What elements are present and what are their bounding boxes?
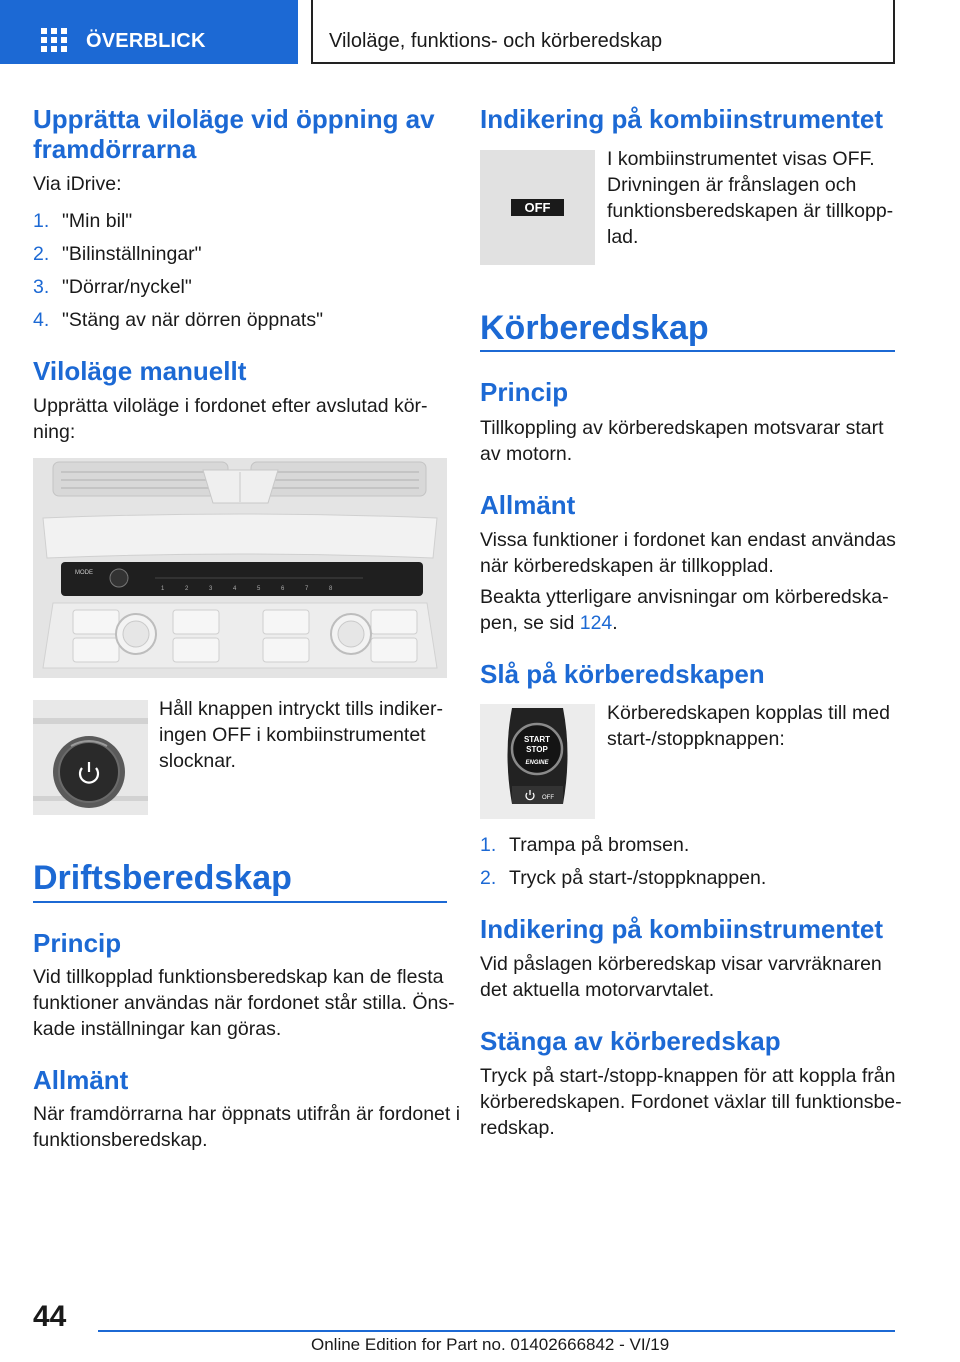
heading-viloläge-manuellt: Viloläge manuellt bbox=[33, 356, 247, 386]
indikering-text-2: Drivningen är frånslagen och bbox=[607, 174, 857, 196]
drift-princip-1: Vid tillkopplad funktionsberedskap kan de flesta bbox=[33, 966, 444, 988]
sla-text-2: start-/stoppknappen: bbox=[607, 728, 785, 750]
heading-sla-pa: Slå på körberedskapen bbox=[480, 659, 765, 689]
kor-princip-1: Tillkoppling av körberedskapen motsvarar start bbox=[480, 417, 884, 439]
list-text: "Min bil" bbox=[62, 210, 133, 232]
heading-stanga-av: Stänga av körberedskap bbox=[480, 1026, 781, 1056]
heading-viloläge-doors-1: Upprätta viloläge vid öppning av bbox=[33, 104, 435, 134]
heading-driftsberedskap: Driftsberedskap bbox=[33, 859, 292, 897]
preset-label: 4 bbox=[233, 586, 237, 592]
drift-princip-2: funktioner användas när fordonet står stilla. Öns- bbox=[33, 992, 455, 1014]
stop-label: STOP bbox=[526, 745, 548, 754]
power-knob-illustration bbox=[33, 700, 148, 815]
stanga-text-2: körberedskapen. Fordonet växlar till funktionsbe- bbox=[480, 1091, 902, 1113]
mode-label: MODE bbox=[75, 570, 93, 576]
heading-allmant-kor: Allmänt bbox=[480, 490, 576, 520]
kor-beakta-1: Beakta ytterligare anvisningar om körberedska- bbox=[480, 586, 889, 608]
off-badge: OFF bbox=[524, 200, 551, 215]
list-number: 3. bbox=[33, 276, 50, 298]
manual-text-1: Upprätta viloläge i fordonet efter avslutad kör- bbox=[33, 395, 428, 417]
section-divider bbox=[33, 901, 447, 903]
off-label: OFF bbox=[542, 795, 554, 801]
stanga-text-1: Tryck på start-/stopp-knappen för att koppla från bbox=[480, 1065, 896, 1087]
engine-label: ENGINE bbox=[525, 760, 549, 766]
list-number: 1. bbox=[33, 210, 50, 232]
power-knob-image bbox=[33, 700, 148, 815]
heading-indikering-1: Indikering på kombiinstrumentet bbox=[480, 104, 884, 134]
kor-beakta-2-text: pen, se sid bbox=[480, 612, 580, 634]
sla-text-1: Körberedskapen kopplas till med bbox=[607, 702, 890, 724]
heading-allmant-drift: Allmänt bbox=[33, 1065, 129, 1095]
indikering-text-1: I kombiinstrumentet visas OFF. bbox=[607, 148, 875, 170]
heading-indikering-2: Indikering på kombiinstrumentet bbox=[480, 914, 884, 944]
chapter-header bbox=[311, 0, 895, 64]
list-text: "Stäng av när dörren öppnats" bbox=[62, 309, 324, 331]
overview-tab[interactable] bbox=[0, 0, 298, 64]
manual-text-2: ning: bbox=[33, 421, 76, 443]
preset-label: 1 bbox=[161, 586, 165, 592]
page-number: 44 bbox=[33, 1300, 67, 1333]
list-number: 4. bbox=[33, 309, 50, 331]
heading-viloläge-doors-2: framdörrarna bbox=[33, 134, 197, 164]
indikering-text-4: lad. bbox=[607, 226, 639, 248]
center-console-illustration bbox=[33, 458, 447, 678]
knob-caption-1: Håll knappen intryckt tills indiker- bbox=[159, 698, 443, 720]
edition-text: Online Edition for Part no. 01402666842 - VI/19 bbox=[311, 1335, 670, 1354]
grid-menu-icon bbox=[41, 28, 67, 52]
list-text: "Dörrar/nyckel" bbox=[62, 276, 192, 298]
overview-tab-label: ÖVERBLICK bbox=[86, 30, 206, 52]
drift-princip-3: kade inställningar kan göras. bbox=[33, 1018, 282, 1040]
start-label: START bbox=[523, 735, 551, 744]
kor-allmant-1: Vissa funktioner i fordonet kan endast användas bbox=[480, 529, 896, 551]
kor-beakta-2-end: . bbox=[612, 612, 618, 634]
preset-label: 3 bbox=[209, 586, 213, 592]
preset-label: 6 bbox=[281, 586, 285, 592]
start-stop-illustration bbox=[480, 704, 595, 819]
list-number: 1. bbox=[480, 834, 497, 856]
heading-princip-drift: Princip bbox=[33, 928, 122, 958]
footer-divider bbox=[98, 1330, 895, 1332]
kor-princip-2: av motorn. bbox=[480, 443, 573, 465]
drift-allmant-1: När framdörrarna har öppnats utifrån är fordonet i bbox=[33, 1103, 461, 1125]
indikering2-text-1: Vid påslagen körberedskap visar varvräknaren bbox=[480, 953, 882, 975]
kor-beakta-2 bbox=[480, 610, 618, 636]
indikering-text-3: funktionsberedskapen är tillkopp- bbox=[607, 200, 894, 222]
indikering2-text-2: det aktuella motorvarvtalet. bbox=[480, 979, 715, 1001]
heading-korberedskap: Körberedskap bbox=[480, 309, 709, 347]
list-text: "Bilinställningar" bbox=[62, 243, 202, 265]
preset-label: 7 bbox=[305, 586, 309, 592]
knob-caption-2: ingen OFF i kombiinstrumentet bbox=[159, 724, 426, 746]
preset-label: 5 bbox=[257, 586, 261, 592]
knob-caption-3: slocknar. bbox=[159, 750, 236, 772]
center-console-image bbox=[33, 458, 447, 678]
off-indicator-illustration bbox=[480, 150, 595, 265]
list-text: Tryck på start-/stoppknappen. bbox=[509, 867, 767, 889]
list-text: Trampa på bromsen. bbox=[509, 834, 690, 856]
page-reference-link[interactable]: 124 bbox=[579, 612, 613, 634]
drift-allmant-2: funktionsberedskap. bbox=[33, 1129, 208, 1151]
list-number: 2. bbox=[33, 243, 50, 265]
preset-label: 2 bbox=[185, 586, 189, 592]
idrive-intro: Via iDrive: bbox=[33, 173, 122, 195]
off-indicator-image bbox=[480, 150, 595, 265]
kor-allmant-2: när körberedskapen är tillkopplad. bbox=[480, 555, 774, 577]
preset-label: 8 bbox=[329, 586, 333, 592]
section-divider bbox=[480, 350, 895, 352]
chapter-title: Viloläge, funktions- och körberedskap bbox=[329, 30, 663, 52]
stanga-text-3: redskap. bbox=[480, 1117, 555, 1139]
list-number: 2. bbox=[480, 867, 497, 889]
heading-princip-kor: Princip bbox=[480, 377, 569, 407]
start-stop-button-image bbox=[480, 704, 595, 819]
